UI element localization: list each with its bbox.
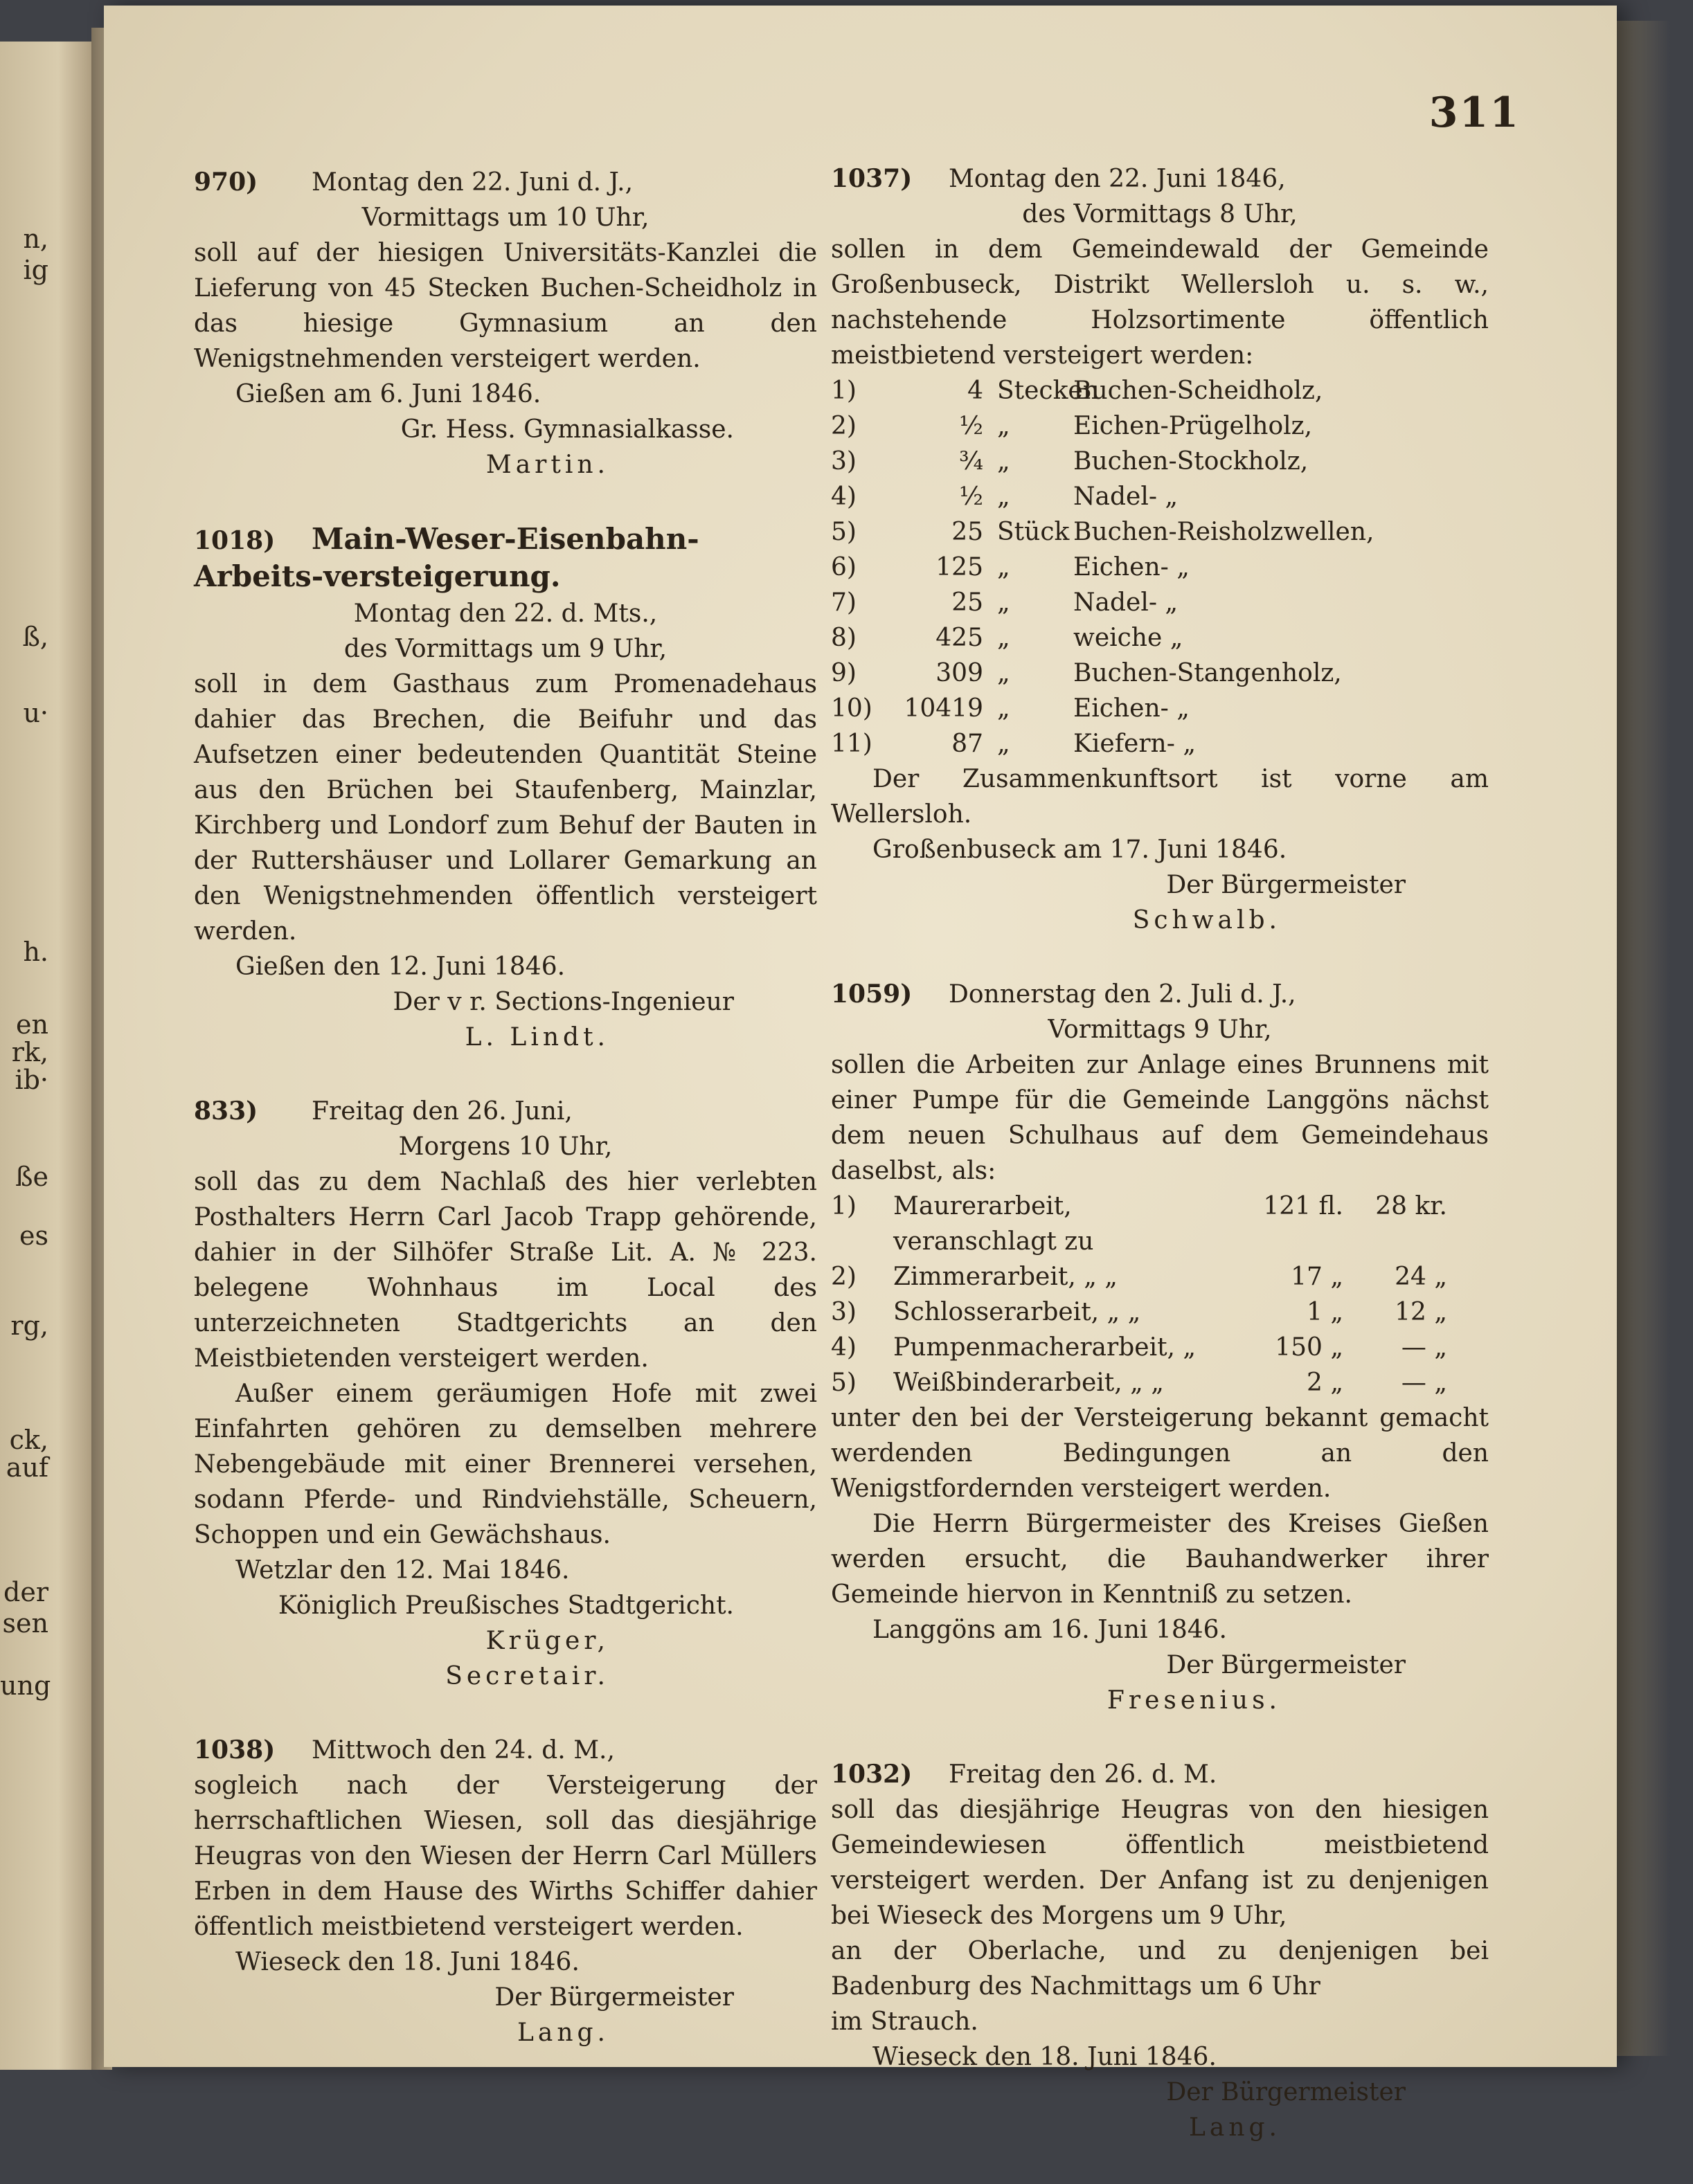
notice-signer-name: Schwalb. xyxy=(1132,906,1281,935)
item-kreuzer: — „ xyxy=(1401,1333,1447,1362)
item-quantity: 10419 xyxy=(904,694,983,723)
notice-1038 xyxy=(194,1733,817,2050)
edge-text: sen xyxy=(2,1608,48,1639)
notice-signer-office: Königlich Preußisches Stadtgericht. xyxy=(278,1591,734,1620)
notice-date: Donnerstag den 2. Juli d. J., xyxy=(949,980,1296,1009)
list-item xyxy=(831,1294,1489,1330)
page-number: 311 xyxy=(1428,89,1520,137)
list-item xyxy=(831,656,1489,691)
list-item xyxy=(831,726,1489,761)
notice-1059 xyxy=(831,977,1489,1718)
item-kreuzer: 24 „ xyxy=(1395,1263,1447,1291)
notice-body: sogleich nach der Versteigerung der herrschaftlichen Wiesen, soll das diesjährige Heugras von den Wiesen der Herrn Carl Müllers Erben in dem Hause des Wirths Schiffer dahier öffentlich meistbietend versteigert werden. xyxy=(194,1771,817,1941)
notice-1037 xyxy=(831,161,1489,938)
item-wood: Kiefern- „ xyxy=(1073,730,1196,758)
notice-signer-name: L. Lindt. xyxy=(465,1023,609,1052)
item-unit: „ xyxy=(997,694,1010,723)
item-florin: 121 fl. xyxy=(1263,1192,1343,1220)
list-item xyxy=(831,444,1489,479)
notice-signer-name: Lang. xyxy=(517,2019,609,2047)
item-number: 7) xyxy=(831,588,857,617)
edge-text: ck, xyxy=(9,1425,48,1455)
notice-time: des Vormittags um 9 Uhr, xyxy=(343,635,668,663)
edge-text: ß, xyxy=(22,622,48,652)
item-unit: „ xyxy=(997,588,1010,617)
item-wood: Buchen-Scheidholz, xyxy=(1073,377,1323,405)
notice-number: 1032) xyxy=(831,1760,913,1789)
list-item xyxy=(831,1189,1489,1259)
item-wood: Eichen- „ xyxy=(1073,553,1190,581)
item-wood: Nadel- „ xyxy=(1073,588,1179,617)
work-list xyxy=(831,1189,1489,1400)
item-unit: „ xyxy=(997,447,1010,476)
notice-body: soll das zu dem Nachlaß des hier verlebten Posthalters Herrn Carl Jacob Trapp gehörende, dahier in der Silhöfer Straße Lit. A. № 223. belegene Wohnhaus im Local des unterzeichneten Stadtgerichts an den Meistbietenden versteigert werden. xyxy=(194,1168,817,1373)
item-task: Zimmerarbeit, „ „ xyxy=(893,1263,1118,1291)
notice-place-date: Gießen den 12. Juni 1846. xyxy=(235,953,566,981)
left-column xyxy=(194,165,817,2089)
notice-location: im Strauch. xyxy=(831,2007,978,2036)
notice-body: soll auf der hiesigen Universitäts-Kanzlei die Lieferung von 45 Stecken Buchen-Scheidholz in das hiesige Gymnasium an den Wenigstnehmenden versteigert werden. xyxy=(194,239,817,373)
item-unit: „ xyxy=(997,624,1010,652)
notice-signer-office: Der Bürgermeister xyxy=(494,1983,734,2012)
item-number: 3) xyxy=(831,447,857,476)
item-number: 6) xyxy=(831,553,857,581)
notice-signer-office: Der Bürgermeister xyxy=(1166,1651,1406,1679)
notice-title: Main-Weser-Eisenbahn-Arbeits-versteigerung. xyxy=(194,522,699,593)
item-quantity: 125 xyxy=(935,553,983,581)
notice-time: des Vormittags 8 Uhr, xyxy=(1022,200,1298,228)
notice-signer-office: Der Bürgermeister xyxy=(1166,871,1406,899)
edge-text: ße xyxy=(15,1162,48,1192)
item-wood: Eichen-Prügelholz, xyxy=(1073,412,1313,440)
notice-signer-name: Krüger, xyxy=(485,1627,609,1655)
item-wood: Buchen-Stockholz, xyxy=(1073,447,1309,476)
right-column xyxy=(831,161,1489,2184)
notice-signer-office: Der v r. Sections-Ingenieur xyxy=(393,988,734,1016)
notice-number: 1059) xyxy=(831,980,913,1009)
item-quantity: 309 xyxy=(935,659,983,687)
item-task: Schlosserarbeit, „ „ xyxy=(893,1298,1141,1326)
item-number: 4) xyxy=(831,482,857,511)
left-page-edge xyxy=(0,42,97,2070)
item-number: 4) xyxy=(831,1333,857,1362)
notice-time: Morgens 10 Uhr, xyxy=(398,1132,613,1161)
edge-text: ung xyxy=(0,1670,51,1701)
item-unit: „ xyxy=(997,659,1010,687)
notice-970 xyxy=(194,165,817,482)
edge-text: en xyxy=(16,1009,48,1040)
item-quantity: ½ xyxy=(959,412,983,440)
notice-date: Mittwoch den 24. d. M., xyxy=(312,1736,615,1765)
item-number: 9) xyxy=(831,659,857,687)
notice-body: soll das diesjährige Heugras von den hiesigen Gemeindewiesen öffentlich meistbietend versteigert werden. Der Anfang ist zu denjenigen bei Wieseck des Morgens um 9 Uhr, xyxy=(831,1796,1489,1930)
item-unit: Stecken xyxy=(997,377,1099,405)
edge-text: ig xyxy=(23,255,48,285)
item-quantity: 87 xyxy=(951,730,983,758)
document-page xyxy=(104,6,1617,2142)
item-task: Maurerarbeit, veranschlagt zu xyxy=(893,1192,1094,1256)
item-quantity: ¾ xyxy=(959,447,983,476)
item-florin: 150 „ xyxy=(1275,1333,1343,1362)
notice-place-date: Wetzlar den 12. Mai 1846. xyxy=(235,1556,570,1585)
notice-body: sollen in dem Gemeindewald der Gemeinde Großenbuseck, Distrikt Wellersloh u. s. w., nachstehende Holzsortimente öffentlich meistbietend versteigert werden: xyxy=(831,235,1489,370)
item-number: 1) xyxy=(831,377,857,405)
notice-request: Die Herrn Bürgermeister des Kreises Gießen werden ersucht, die Bauhandwerker ihrer Gemeinde hiervon in Kenntniß zu setzen. xyxy=(831,1510,1489,1609)
item-number: 10) xyxy=(831,694,872,723)
notice-signer-name: Martin. xyxy=(485,451,609,479)
item-wood: Eichen- „ xyxy=(1073,694,1190,723)
list-item xyxy=(831,620,1489,656)
item-wood: Buchen-Stangenholz, xyxy=(1073,659,1342,687)
notice-body-extra: Außer einem geräumigen Hofe mit zwei Einfahrten gehören zu demselben mehrere Nebengebäude mit einer Brennerei versehen, sodann Pferde- und Rindviehställe, Scheuern, Schoppen und ein Gewächshaus. xyxy=(194,1380,817,1549)
edge-text: u· xyxy=(23,698,48,728)
item-quantity: 25 xyxy=(951,518,983,546)
item-number: 3) xyxy=(831,1298,857,1326)
edge-text: es xyxy=(19,1220,48,1251)
item-unit: Stück xyxy=(997,518,1070,546)
notice-conditions: unter den bei der Versteigerung bekannt gemacht werdenden Bedingungen an den Wenigstfordernden versteigert werden. xyxy=(831,1404,1489,1503)
item-kreuzer: 12 „ xyxy=(1395,1298,1447,1326)
item-number: 8) xyxy=(831,624,857,652)
notice-833 xyxy=(194,1094,817,1694)
item-task: Pumpenmacherarbeit, „ xyxy=(893,1333,1197,1362)
notice-time: Vormittags 9 Uhr, xyxy=(1048,1016,1272,1044)
notice-number: 970) xyxy=(194,168,258,197)
item-wood: weiche „ xyxy=(1073,624,1183,652)
edge-text: der xyxy=(3,1577,48,1607)
notice-signer-name: Lang. xyxy=(1188,2113,1281,2142)
item-number: 5) xyxy=(831,518,857,546)
notice-place-date: Wieseck den 18. Juni 1846. xyxy=(235,1948,580,1976)
item-number: 2) xyxy=(831,1263,857,1291)
item-florin: 1 „ xyxy=(1307,1298,1343,1326)
item-unit: „ xyxy=(997,730,1010,758)
item-unit: „ xyxy=(997,482,1010,511)
edge-text: auf xyxy=(6,1452,48,1483)
item-number: 2) xyxy=(831,412,857,440)
item-unit: „ xyxy=(997,412,1010,440)
list-item xyxy=(831,1365,1489,1400)
item-unit: „ xyxy=(997,553,1010,581)
item-number: 1) xyxy=(831,1192,857,1220)
item-quantity: 25 xyxy=(951,588,983,617)
list-item xyxy=(831,585,1489,620)
item-kreuzer: — „ xyxy=(1401,1369,1447,1397)
item-florin: 2 „ xyxy=(1307,1369,1343,1397)
notice-1032 xyxy=(831,1757,1489,2145)
list-item xyxy=(831,373,1489,408)
item-quantity: 425 xyxy=(935,624,983,652)
notice-signer-office: Der Bürgermeister xyxy=(1166,2078,1406,2106)
list-item xyxy=(831,479,1489,514)
notice-place-date: Wieseck den 18. Juni 1846. xyxy=(872,2043,1217,2071)
notice-body: sollen die Arbeiten zur Anlage eines Brunnens mit einer Pumpe für die Gemeinde Langgöns nächst dem neuen Schulhaus auf dem Gemeindehaus daselbst, als: xyxy=(831,1051,1489,1185)
edge-text: n, xyxy=(23,224,48,254)
notice-number: 1018) xyxy=(194,526,276,555)
notice-number: 1038) xyxy=(194,1735,276,1765)
list-item xyxy=(831,1259,1489,1294)
notice-number: 1037) xyxy=(831,164,913,193)
item-number: 11) xyxy=(831,730,872,758)
list-item xyxy=(831,691,1489,726)
item-wood: Nadel- „ xyxy=(1073,482,1179,511)
notice-date: Montag den 22. d. Mts., xyxy=(353,599,658,628)
notice-1018 xyxy=(194,521,817,1055)
notice-signer-name: Fresenius. xyxy=(1107,1686,1281,1715)
edge-text: ib· xyxy=(15,1065,48,1095)
item-number: 5) xyxy=(831,1369,857,1397)
background-edge xyxy=(1617,21,1693,2056)
notice-meeting-place: Der Zusammenkunftsort ist vorne am Wellersloh. xyxy=(831,765,1489,829)
notice-signer-office: Gr. Hess. Gymnasialkasse. xyxy=(400,415,734,444)
notice-signer-title: Secretair. xyxy=(445,1662,609,1690)
notice-body-cont: an der Oberlache, und zu denjenigen bei Badenburg des Nachmittags um 6 Uhr xyxy=(831,1937,1489,2001)
wood-list xyxy=(831,373,1489,761)
notice-place-date: Langgöns am 16. Juni 1846. xyxy=(872,1616,1227,1644)
item-kreuzer: 28 kr. xyxy=(1375,1192,1447,1220)
notice-date: Montag den 22. Juni d. J., xyxy=(312,168,634,197)
item-task: Weißbinderarbeit, „ „ xyxy=(893,1369,1164,1397)
edge-text: h. xyxy=(23,937,48,967)
notice-date: Freitag den 26. d. M. xyxy=(949,1760,1217,1789)
notice-body: soll in dem Gasthaus zum Promenadehaus dahier das Brechen, die Beifuhr und das Aufsetzen einer bedeutenden Quantität Steine aus den Brüchen bei Staufenberg, Mainzlar, Kirchberg und Londorf zum Behuf der Bauten in der Ruttershäuser und Lollarer Gemarkung an den Wenigstnehmenden öffentlich versteigert werden. xyxy=(194,670,817,946)
item-wood: Buchen-Reisholzwellen, xyxy=(1073,518,1374,546)
notice-place-date: Großenbuseck am 17. Juni 1846. xyxy=(872,836,1287,864)
notice-date: Montag den 22. Juni 1846, xyxy=(949,165,1286,193)
item-quantity: 4 xyxy=(967,377,983,405)
item-florin: 17 „ xyxy=(1291,1263,1343,1291)
notice-date: Freitag den 26. Juni, xyxy=(312,1097,573,1126)
list-item xyxy=(831,1330,1489,1365)
list-item xyxy=(831,550,1489,585)
list-item xyxy=(831,408,1489,444)
edge-text: rg, xyxy=(10,1310,48,1341)
notice-place-date: Gießen am 6. Juni 1846. xyxy=(235,380,541,408)
notice-number: 833) xyxy=(194,1096,258,1126)
list-item xyxy=(831,514,1489,550)
item-quantity: ½ xyxy=(959,482,983,511)
edge-text: rk, xyxy=(11,1037,48,1067)
notice-time: Vormittags um 10 Uhr, xyxy=(361,204,650,232)
